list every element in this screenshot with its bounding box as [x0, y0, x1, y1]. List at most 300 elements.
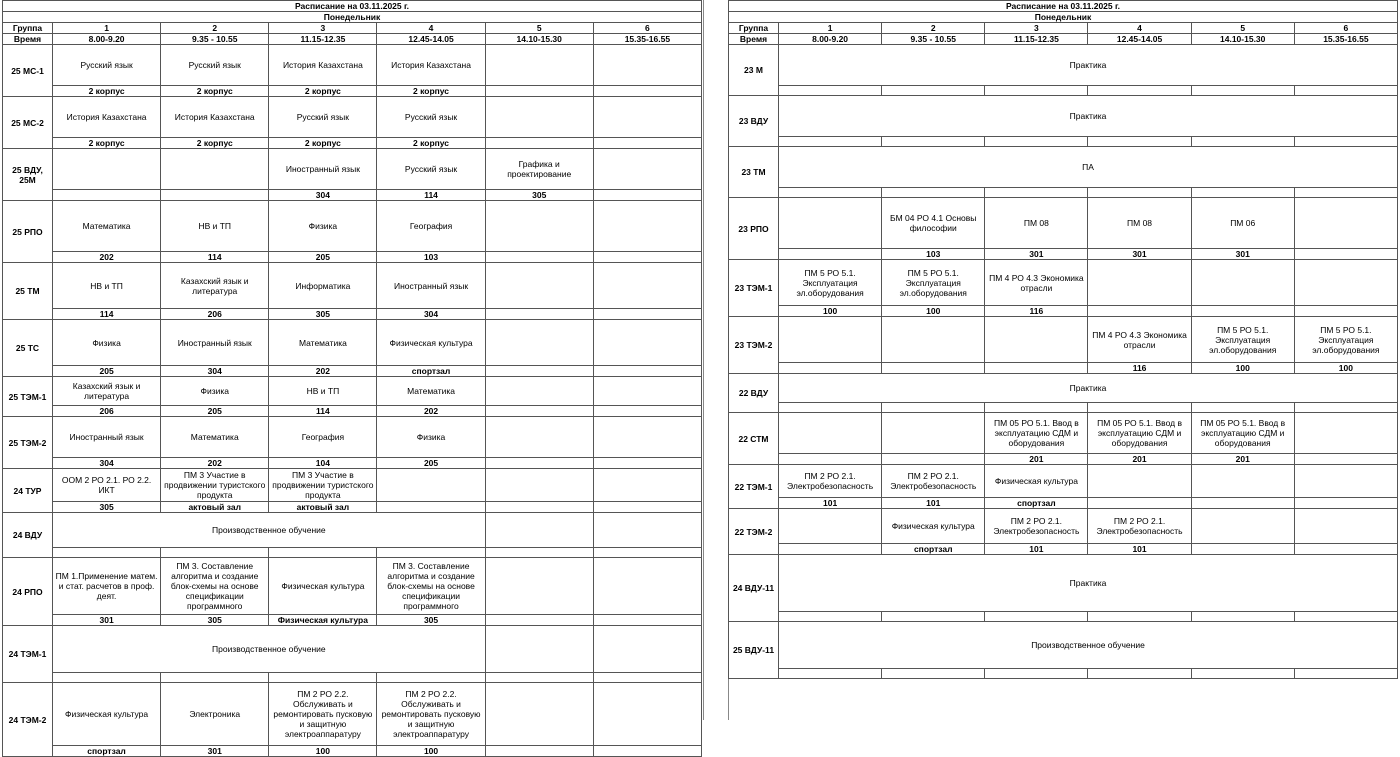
room-cell: спортзал: [53, 746, 161, 757]
room-cell: [53, 548, 161, 558]
room-cell: 304: [161, 366, 269, 377]
room-row: [3, 458, 702, 469]
subject-row: [729, 374, 1398, 403]
group-header: Группа: [3, 23, 53, 34]
subject-cell: Математика: [161, 417, 269, 458]
room-cell: [882, 403, 985, 413]
column-number: 6: [1294, 23, 1397, 34]
subject-row: [729, 622, 1398, 669]
room-cell: [485, 673, 593, 683]
group-name: 22 СТМ: [729, 413, 779, 465]
room-cell: 304: [53, 458, 161, 469]
room-cell: [485, 502, 593, 513]
subject-cell: Физика: [269, 201, 377, 252]
subject-cell: [485, 513, 593, 548]
column-number: 2: [882, 23, 985, 34]
room-cell: 2 корпус: [161, 138, 269, 149]
room-cell: 205: [161, 406, 269, 417]
room-cell: 103: [377, 252, 485, 263]
room-cell: 101: [882, 498, 985, 509]
room-cell: [882, 363, 985, 374]
subject-cell: [593, 97, 701, 138]
subject-cell: [1088, 260, 1191, 306]
room-row: [729, 188, 1398, 198]
room-cell: [485, 548, 593, 558]
room-cell: 201: [985, 454, 1088, 465]
room-cell: [485, 746, 593, 757]
room-row: [3, 86, 702, 97]
room-cell: 202: [161, 458, 269, 469]
schedule-sheet-right: [728, 0, 1398, 679]
subject-cell: Физика: [53, 320, 161, 366]
subject-cell: Производственное обучение: [53, 626, 486, 673]
subject-row: [3, 377, 702, 406]
subject-cell: История Казахстана: [161, 97, 269, 138]
subject-row: [729, 465, 1398, 498]
subject-row: [3, 558, 702, 615]
subject-row: [3, 149, 702, 190]
room-cell: [1294, 669, 1397, 679]
room-cell: [485, 615, 593, 626]
subject-cell: Информатика: [269, 263, 377, 309]
room-cell: [779, 612, 882, 622]
room-cell: [1294, 498, 1397, 509]
group-name: 25 ВДУ-11: [729, 622, 779, 679]
subject-cell: География: [269, 417, 377, 458]
room-cell: [985, 403, 1088, 413]
room-cell: 305: [485, 190, 593, 201]
room-cell: [882, 454, 985, 465]
room-cell: 201: [1088, 454, 1191, 465]
column-number: 4: [1088, 23, 1191, 34]
room-cell: [985, 86, 1088, 96]
time-header: Время: [3, 34, 53, 45]
room-cell: [1191, 188, 1294, 198]
room-cell: [593, 406, 701, 417]
room-cell: [593, 138, 701, 149]
room-cell: 201: [1191, 454, 1294, 465]
room-row: [3, 548, 702, 558]
subject-row: [729, 413, 1398, 454]
subject-cell: Производственное обучение: [779, 622, 1398, 669]
subject-cell: [593, 513, 701, 548]
subject-cell: Иностранный язык: [161, 320, 269, 366]
room-cell: 114: [269, 406, 377, 417]
subject-cell: [593, 683, 701, 746]
room-cell: 305: [161, 615, 269, 626]
subject-cell: [485, 45, 593, 86]
room-row: [729, 544, 1398, 555]
group-name: 25 ТС: [3, 320, 53, 377]
room-row: [729, 403, 1398, 413]
subject-cell: [377, 469, 485, 502]
schedule-table: [728, 0, 1398, 679]
room-cell: 2 корпус: [377, 138, 485, 149]
room-cell: 2 корпус: [53, 86, 161, 97]
subject-cell: [593, 149, 701, 190]
subject-cell: ПМ 2 РО 2.1. Электробезопасность: [985, 509, 1088, 544]
room-cell: [485, 86, 593, 97]
subject-cell: [779, 509, 882, 544]
subject-cell: [485, 97, 593, 138]
group-name: 24 ВДУ: [3, 513, 53, 558]
room-cell: [1088, 86, 1191, 96]
subject-cell: [1191, 509, 1294, 544]
room-cell: [485, 366, 593, 377]
time-slot: 12.45-14.05: [1088, 34, 1191, 45]
room-cell: [593, 548, 701, 558]
room-cell: [593, 746, 701, 757]
room-cell: [985, 612, 1088, 622]
column-number: 1: [779, 23, 882, 34]
subject-cell: [593, 201, 701, 252]
room-row: [729, 363, 1398, 374]
room-cell: [1088, 188, 1191, 198]
subject-cell: [882, 317, 985, 363]
room-row: [729, 669, 1398, 679]
room-cell: 100: [269, 746, 377, 757]
room-cell: [779, 363, 882, 374]
subject-row: [3, 469, 702, 502]
column-number: 3: [269, 23, 377, 34]
room-cell: 202: [53, 252, 161, 263]
room-cell: 304: [269, 190, 377, 201]
room-row: [3, 502, 702, 513]
group-name: 24 ВДУ-11: [729, 555, 779, 622]
day-row: [3, 12, 702, 23]
subject-cell: ПМ 05 РО 5.1. Ввод в эксплуатацию СДМ и оборудования: [1088, 413, 1191, 454]
room-row: [729, 454, 1398, 465]
group-name: 23 ТМ: [729, 147, 779, 198]
subject-cell: ПМ 5 РО 5.1. Эксплуатация эл.оборудования: [1191, 317, 1294, 363]
room-cell: [882, 137, 985, 147]
time-slot: 11.15-12.35: [269, 34, 377, 45]
room-cell: [779, 249, 882, 260]
subject-cell: [485, 469, 593, 502]
subject-cell: История Казахстана: [269, 45, 377, 86]
room-cell: 301: [1191, 249, 1294, 260]
room-cell: [1294, 188, 1397, 198]
group-name: 25 МС-2: [3, 97, 53, 149]
room-row: [3, 746, 702, 757]
time-slot: 9.35 - 10.55: [882, 34, 985, 45]
time-slot: 15.35-16.55: [1294, 34, 1397, 45]
group-name: 23 М: [729, 45, 779, 96]
subject-cell: [485, 417, 593, 458]
subject-cell: [1294, 509, 1397, 544]
column-number: 5: [1191, 23, 1294, 34]
room-cell: [485, 138, 593, 149]
schedule-table: [2, 0, 702, 757]
room-cell: 103: [882, 249, 985, 260]
subject-cell: Графика и проектирование: [485, 149, 593, 190]
subject-cell: Казахский язык и литература: [53, 377, 161, 406]
room-cell: 202: [269, 366, 377, 377]
subject-cell: [593, 320, 701, 366]
room-cell: [1294, 306, 1397, 317]
room-cell: 205: [53, 366, 161, 377]
subject-row: [729, 509, 1398, 544]
room-cell: [1088, 612, 1191, 622]
subject-cell: [1191, 465, 1294, 498]
subject-row: [3, 513, 702, 548]
group-name: 24 ТЭМ-2: [3, 683, 53, 757]
subject-row: [3, 201, 702, 252]
room-cell: [985, 363, 1088, 374]
subject-row: [729, 555, 1398, 612]
subject-cell: Физика: [377, 417, 485, 458]
subject-cell: Иностранный язык: [53, 417, 161, 458]
room-row: [3, 309, 702, 320]
subject-cell: Физическая культура: [377, 320, 485, 366]
subject-cell: ПМ 4 РО 4.3 Экономика отрасли: [985, 260, 1088, 306]
room-row: [729, 137, 1398, 147]
room-cell: [593, 190, 701, 201]
time-row: [729, 34, 1398, 45]
subject-cell: [485, 377, 593, 406]
group-name: 23 ВДУ: [729, 96, 779, 147]
subject-cell: [161, 149, 269, 190]
room-cell: [593, 309, 701, 320]
group-name: 22 ТЭМ-2: [729, 509, 779, 555]
column-number: 6: [593, 23, 701, 34]
subject-cell: ПМ 06: [1191, 198, 1294, 249]
subject-cell: [985, 317, 1088, 363]
group-name: 24 ТЭМ-1: [3, 626, 53, 683]
room-cell: [985, 669, 1088, 679]
subject-cell: Математика: [377, 377, 485, 406]
subject-row: [3, 45, 702, 86]
room-cell: [485, 309, 593, 320]
room-cell: 205: [377, 458, 485, 469]
room-cell: [1088, 403, 1191, 413]
subject-cell: ПА: [779, 147, 1398, 188]
time-slot: 8.00-9.20: [779, 34, 882, 45]
subject-row: [3, 417, 702, 458]
subject-cell: ПМ 2 РО 2.2. Обслуживать и ремонтировать пусковую и защитную электроаппаратуру: [377, 683, 485, 746]
room-cell: [1294, 137, 1397, 147]
time-slot: 14.10-15.30: [485, 34, 593, 45]
subject-cell: ПМ 05 РО 5.1. Ввод в эксплуатацию СДМ и оборудования: [985, 413, 1088, 454]
subject-cell: ПМ 3. Составление алгоритма и создание блок-схемы на основе спецификации программного: [377, 558, 485, 615]
subject-cell: [485, 263, 593, 309]
subject-cell: ПМ 3 Участие в продвижении туристского продукта: [269, 469, 377, 502]
room-cell: [779, 137, 882, 147]
subject-row: [729, 317, 1398, 363]
room-row: [3, 138, 702, 149]
room-cell: 206: [53, 406, 161, 417]
room-cell: [1088, 306, 1191, 317]
room-cell: 301: [161, 746, 269, 757]
subject-cell: [1191, 260, 1294, 306]
room-cell: [485, 406, 593, 417]
room-cell: [161, 548, 269, 558]
room-cell: [269, 548, 377, 558]
subject-cell: [485, 683, 593, 746]
room-cell: 116: [985, 306, 1088, 317]
room-cell: [1191, 86, 1294, 96]
subject-cell: Казахский язык и литература: [161, 263, 269, 309]
subject-cell: [1294, 413, 1397, 454]
room-cell: [882, 669, 985, 679]
subject-cell: ПМ 08: [985, 198, 1088, 249]
column-number: 1: [53, 23, 161, 34]
group-name: 25 МС-1: [3, 45, 53, 97]
subject-cell: ПМ 2 РО 2.2. Обслуживать и ремонтировать пусковую и защитную электроаппаратуру: [269, 683, 377, 746]
room-cell: [53, 673, 161, 683]
room-cell: [593, 502, 701, 513]
group-name: 25 ВДУ, 25М: [3, 149, 53, 201]
room-cell: [161, 190, 269, 201]
room-cell: 114: [377, 190, 485, 201]
subject-cell: ПМ 3. Составление алгоритма и создание блок-схемы на основе спецификации программного: [161, 558, 269, 615]
subject-cell: БМ 04 РО 4.1 Основы философии: [882, 198, 985, 249]
room-cell: [377, 502, 485, 513]
room-cell: 301: [1088, 249, 1191, 260]
subject-cell: [593, 377, 701, 406]
room-cell: 301: [53, 615, 161, 626]
room-cell: 205: [269, 252, 377, 263]
room-cell: 100: [779, 306, 882, 317]
subject-cell: ПМ 1.Применение матем. и стат. расчетов в проф. деят.: [53, 558, 161, 615]
group-name: 23 ТЭМ-2: [729, 317, 779, 374]
room-cell: 100: [1191, 363, 1294, 374]
subject-cell: [593, 626, 701, 673]
room-cell: [1294, 403, 1397, 413]
room-cell: актовый зал: [269, 502, 377, 513]
column-number: 4: [377, 23, 485, 34]
room-cell: спортзал: [985, 498, 1088, 509]
subject-cell: ПМ 3 Участие в продвижении туристского продукта: [161, 469, 269, 502]
subject-cell: [779, 413, 882, 454]
sheet-separator: [703, 0, 729, 720]
column-number: 3: [985, 23, 1088, 34]
subject-cell: [593, 45, 701, 86]
room-cell: [1191, 669, 1294, 679]
subject-cell: Русский язык: [53, 45, 161, 86]
subject-cell: [779, 317, 882, 363]
subject-cell: ПМ 05 РО 5.1. Ввод в эксплуатацию СДМ и оборудования: [1191, 413, 1294, 454]
subject-cell: [485, 201, 593, 252]
subject-cell: [485, 320, 593, 366]
room-cell: [1191, 498, 1294, 509]
subject-row: [729, 147, 1398, 188]
schedule-title: Расписание на 03.11.2025 г.: [729, 1, 1398, 12]
schedule-title: Расписание на 03.11.2025 г.: [3, 1, 702, 12]
subject-cell: Производственное обучение: [53, 513, 486, 548]
room-cell: 101: [985, 544, 1088, 555]
room-cell: 305: [53, 502, 161, 513]
group-name: 23 ТЭМ-1: [729, 260, 779, 317]
subject-cell: Русский язык: [269, 97, 377, 138]
subject-cell: ООМ 2 РО 2.1. РО 2.2. ИКТ: [53, 469, 161, 502]
subject-cell: Математика: [53, 201, 161, 252]
room-row: [3, 366, 702, 377]
subject-cell: Практика: [779, 555, 1398, 612]
room-cell: [269, 673, 377, 683]
subject-cell: Русский язык: [377, 97, 485, 138]
subject-cell: Практика: [779, 374, 1398, 403]
group-header: Группа: [729, 23, 779, 34]
group-name: 24 ТУР: [3, 469, 53, 513]
room-cell: 114: [161, 252, 269, 263]
room-row: [3, 673, 702, 683]
subject-row: [729, 260, 1398, 306]
subject-row: [3, 320, 702, 366]
time-slot: 12.45-14.05: [377, 34, 485, 45]
room-cell: [882, 86, 985, 96]
subject-row: [729, 96, 1398, 137]
time-slot: 11.15-12.35: [985, 34, 1088, 45]
time-slot: 9.35 - 10.55: [161, 34, 269, 45]
room-cell: [1191, 544, 1294, 555]
subject-cell: ПМ 5 РО 5.1. Эксплуатация эл.оборудования: [779, 260, 882, 306]
room-cell: 2 корпус: [53, 138, 161, 149]
room-cell: [1191, 612, 1294, 622]
room-cell: [593, 86, 701, 97]
room-cell: [161, 673, 269, 683]
subject-row: [3, 97, 702, 138]
time-header: Время: [729, 34, 779, 45]
subject-cell: Электроника: [161, 683, 269, 746]
group-name: 24 РПО: [3, 558, 53, 626]
room-cell: спортзал: [377, 366, 485, 377]
subject-cell: История Казахстана: [377, 45, 485, 86]
subject-cell: [882, 413, 985, 454]
subject-cell: Русский язык: [377, 149, 485, 190]
room-row: [729, 498, 1398, 509]
room-cell: [1294, 454, 1397, 465]
room-cell: [985, 137, 1088, 147]
room-cell: 101: [779, 498, 882, 509]
subject-cell: ПМ 5 РО 5.1. Эксплуатация эл.оборудования: [1294, 317, 1397, 363]
subject-cell: [1294, 260, 1397, 306]
subject-cell: [485, 626, 593, 673]
room-cell: 100: [1294, 363, 1397, 374]
room-cell: [485, 458, 593, 469]
subject-cell: Практика: [779, 96, 1398, 137]
room-cell: [1088, 498, 1191, 509]
day-label: Понедельник: [3, 12, 702, 23]
subject-row: [3, 263, 702, 309]
group-name: 23 РПО: [729, 198, 779, 260]
room-row: [3, 615, 702, 626]
room-cell: 2 корпус: [161, 86, 269, 97]
subject-cell: [485, 558, 593, 615]
room-cell: [779, 669, 882, 679]
room-row: [3, 252, 702, 263]
time-row: [3, 34, 702, 45]
room-cell: 100: [377, 746, 485, 757]
room-cell: [779, 544, 882, 555]
room-cell: 305: [269, 309, 377, 320]
column-number-row: [729, 23, 1398, 34]
subject-cell: Математика: [269, 320, 377, 366]
time-slot: 15.35-16.55: [593, 34, 701, 45]
room-cell: [882, 612, 985, 622]
room-cell: [377, 548, 485, 558]
room-cell: 304: [377, 309, 485, 320]
room-cell: [1294, 612, 1397, 622]
room-cell: 114: [53, 309, 161, 320]
group-name: 25 РПО: [3, 201, 53, 263]
group-name: 22 ВДУ: [729, 374, 779, 413]
group-name: 22 ТЭМ-1: [729, 465, 779, 509]
room-cell: [593, 673, 701, 683]
schedule-sheet-left: [2, 0, 702, 757]
room-cell: 104: [269, 458, 377, 469]
subject-row: [3, 683, 702, 746]
